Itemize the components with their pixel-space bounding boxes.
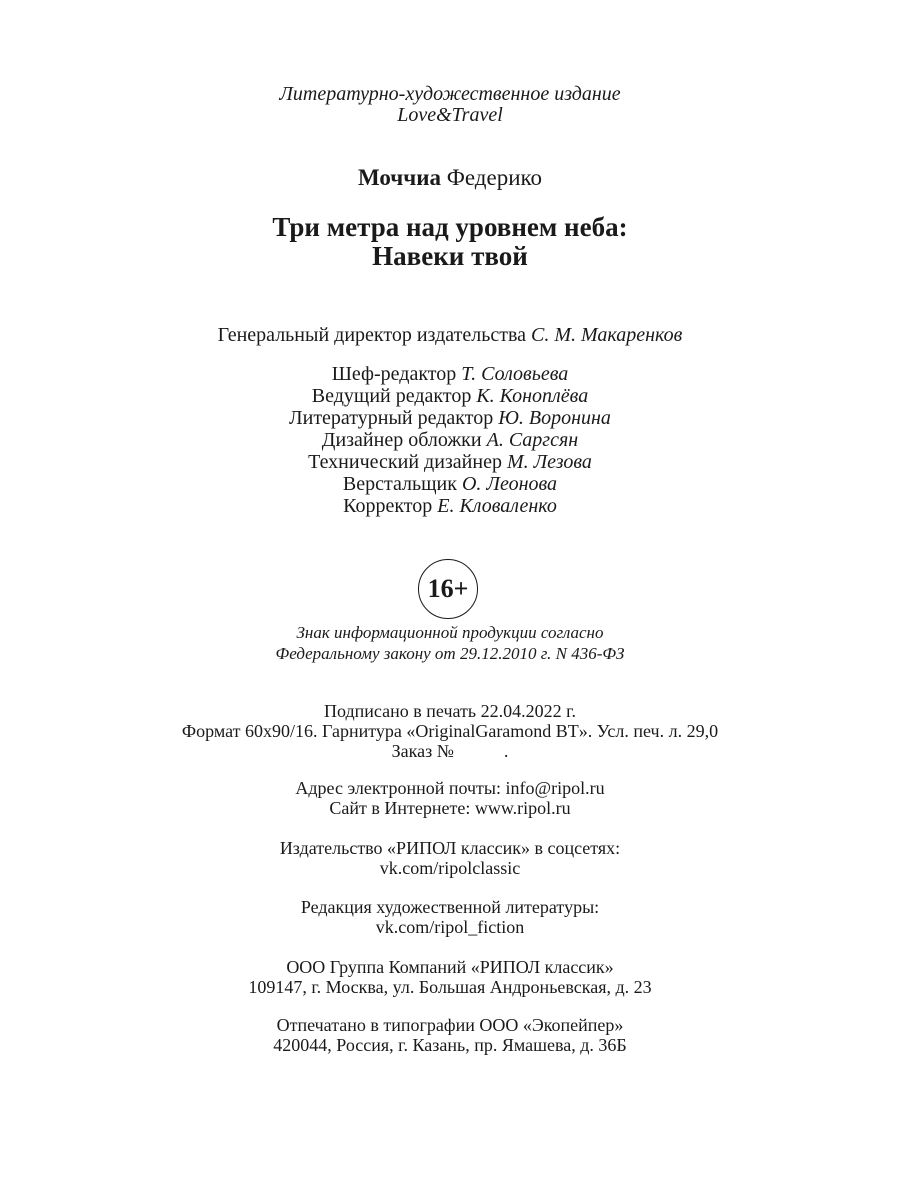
format-info: Формат 60x90/16. Гарнитура «OriginalGaramond BT». Усл. печ. л. 29,0 <box>181 721 719 741</box>
staff-person: Т. Соловьева <box>461 363 569 385</box>
email-line: Адрес электронной почты: info@ripol.ru <box>295 778 605 798</box>
order-end: . <box>503 741 509 761</box>
staff-role: Корректор <box>343 495 433 517</box>
general-director-role: Генеральный директор издательства <box>217 324 527 346</box>
rating-notice-line-1: Знак информационной продукции согласно <box>296 623 604 642</box>
contacts <box>0 778 900 818</box>
staff-row <box>0 363 900 385</box>
series-genre: Литературно-художественное издание <box>279 83 621 105</box>
site-line: Сайт в Интернете: www.ripol.ru <box>329 798 571 818</box>
age-rating-badge: 16+ <box>418 559 478 619</box>
fiction-dept-label: Редакция художественной литературы: <box>300 897 600 917</box>
rating-notice-line-2: Федеральному закону от 29.12.2010 г. N 436-ФЗ <box>275 644 625 663</box>
staff-role: Технический дизайнер <box>308 451 502 473</box>
publisher-name: ООО Группа Компаний «РИПОЛ классик» <box>286 957 614 977</box>
book-title-line-2: Навеки твой <box>372 241 528 271</box>
order-label: Заказ № <box>391 741 454 761</box>
staff-role: Литературный редактор <box>289 407 494 429</box>
author-first-name: Федерико <box>446 165 543 190</box>
staff-person: О. Леонова <box>461 473 558 495</box>
general-director <box>0 323 900 347</box>
staff-role: Дизайнер обложки <box>321 429 482 451</box>
staff-role: Ведущий редактор <box>311 385 472 407</box>
author-name <box>0 165 900 191</box>
social-block <box>0 838 900 878</box>
staff-row <box>0 473 900 495</box>
social-label: Издательство «РИПОЛ классик» в соцсетях: <box>279 838 621 858</box>
staff-person: К. Коноплёва <box>476 385 589 407</box>
staff-row <box>0 495 900 517</box>
printer-name: Отпечатано в типографии ООО «Экопейпер» <box>276 1015 624 1035</box>
fiction-dept-url: vk.com/ripol_fiction <box>375 917 525 937</box>
author-surname: Моччиа <box>357 165 441 190</box>
printer-block <box>0 1015 900 1055</box>
staff-person: Е. Кловаленко <box>437 495 557 517</box>
print-info <box>0 701 900 761</box>
general-director-person: С. М. Макаренков <box>531 324 683 346</box>
staff-list <box>0 363 900 517</box>
staff-row <box>0 407 900 429</box>
staff-role: Верстальщик <box>342 473 457 495</box>
rating-notice <box>0 622 900 664</box>
staff-role: Шеф-редактор <box>331 363 457 385</box>
signed-date: Подписано в печать 22.04.2022 г. <box>324 701 576 721</box>
order-number <box>0 741 900 761</box>
series-block <box>0 84 900 126</box>
series-name: Love&Travel <box>397 104 503 126</box>
staff-row <box>0 429 900 451</box>
book-title-line-1: Три метра над уровнем неба: <box>272 212 628 242</box>
staff-person: Ю. Воронина <box>498 407 611 429</box>
staff-row <box>0 451 900 473</box>
publisher-address: 109147, г. Москва, ул. Большая Андроньевская, д. 23 <box>248 977 652 997</box>
printer-address: 420044, Россия, г. Казань, пр. Ямашева, д. 36Б <box>273 1035 627 1055</box>
fiction-dept-block <box>0 897 900 937</box>
staff-person: А. Саргсян <box>486 429 579 451</box>
staff-person: М. Лезова <box>506 451 592 473</box>
publisher-block <box>0 957 900 997</box>
social-url: vk.com/ripolclassic <box>379 858 521 878</box>
book-title <box>0 213 900 271</box>
staff-row <box>0 385 900 407</box>
